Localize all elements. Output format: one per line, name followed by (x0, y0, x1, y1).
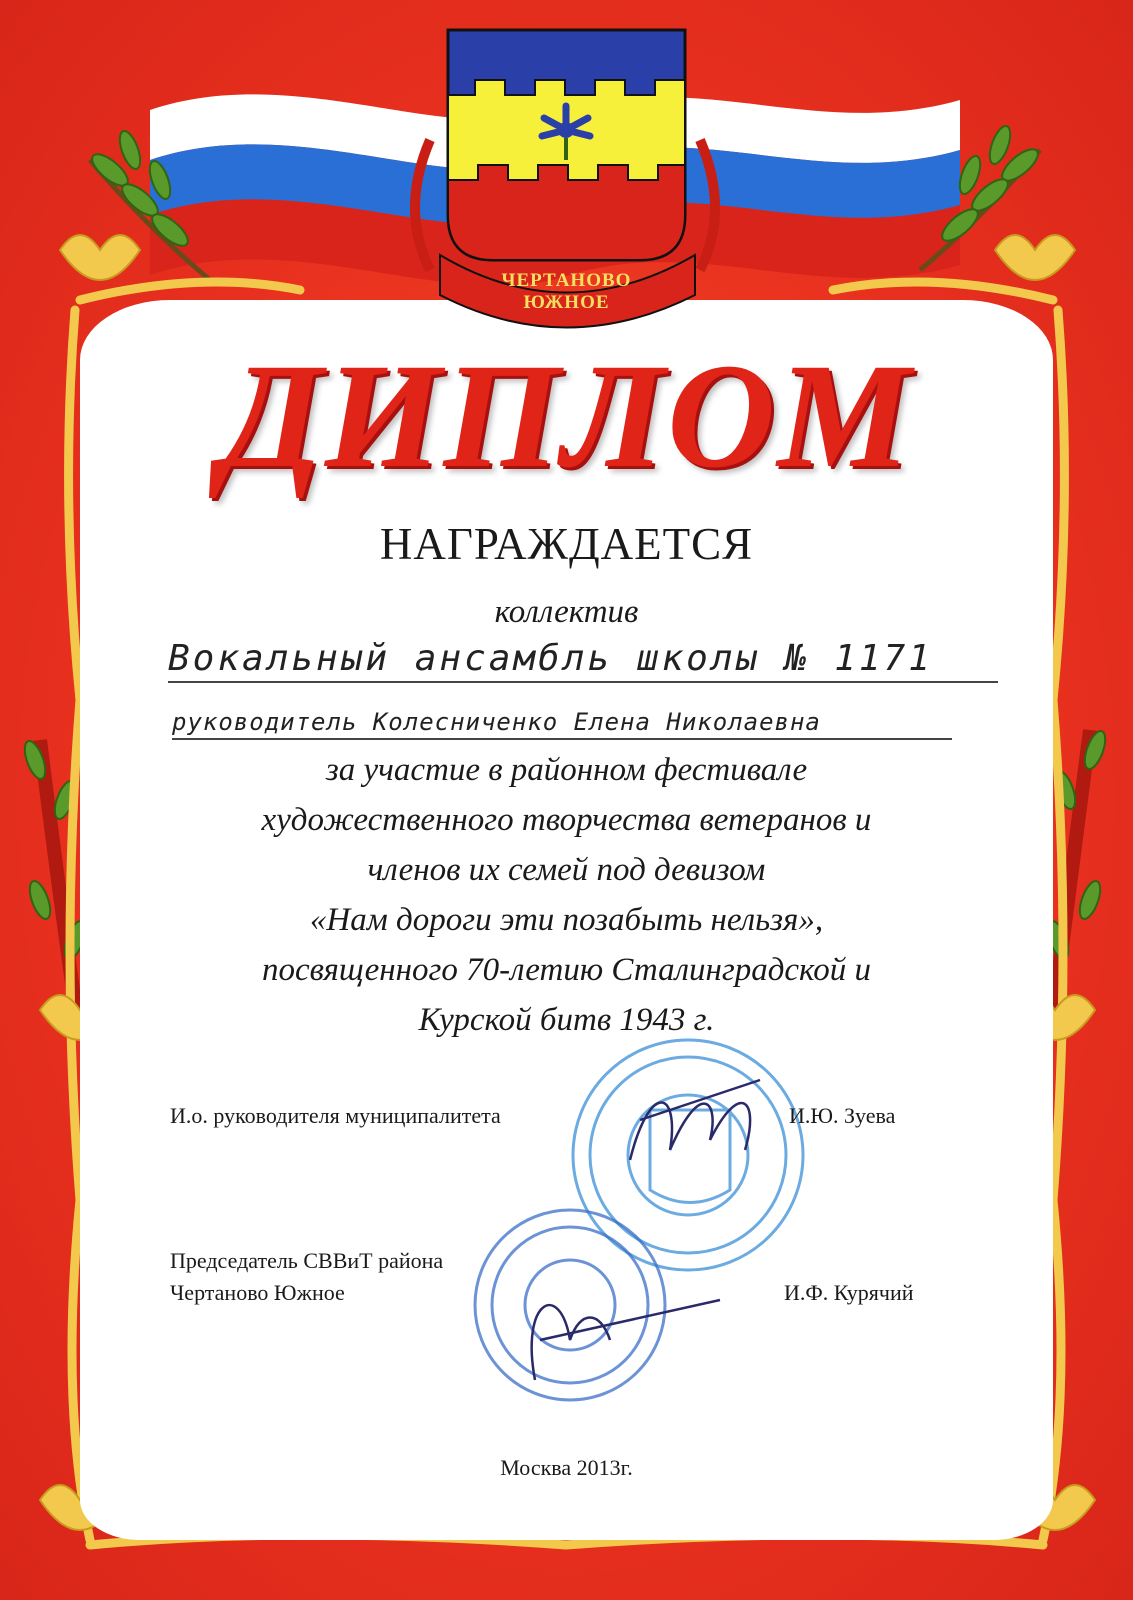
body-line-3: членов их семей под девизом (367, 852, 766, 888)
recipient-name: Вокальный ансамбль школы № 1171 (168, 638, 998, 683)
diploma-title: ДИПЛОМ (220, 333, 913, 499)
signature-role-2-line-1: Председатель СВВиТ района (170, 1248, 444, 1273)
body-line-6: Курской битв 1943 г. (418, 1002, 715, 1038)
footer-city-year: Москва 2013г. (500, 1455, 633, 1480)
body-line-1: за участие в районном фестивале (325, 752, 808, 788)
crest-line-2: ЮЖНОЕ (523, 292, 610, 313)
body-line-5: посвященного 70-летию Сталинградской и (261, 952, 871, 988)
leader-name: руководитель Колесниченко Елена Николаевна (172, 708, 952, 740)
collective-label: коллектив (494, 594, 639, 630)
crest-line-1: ЧЕРТАНОВО (501, 270, 632, 291)
official-stamp-2 (475, 1210, 665, 1400)
body-line-2: художественного творчества ветеранов и (261, 802, 872, 838)
signature-name-1: И.Ю. Зуева (789, 1103, 896, 1128)
awarded-heading: НАГРАЖДАЕТСЯ (379, 519, 754, 569)
body-line-4: «Нам дороги эти позабыть нельзя», (309, 902, 824, 938)
signature-role-1: И.о. руководителя муниципалитета (170, 1103, 501, 1128)
handwritten-signature-2 (532, 1300, 720, 1380)
signature-role-2-line-2: Чертаново Южное (170, 1280, 345, 1305)
signature-name-2: И.Ф. Курячий (784, 1280, 914, 1305)
